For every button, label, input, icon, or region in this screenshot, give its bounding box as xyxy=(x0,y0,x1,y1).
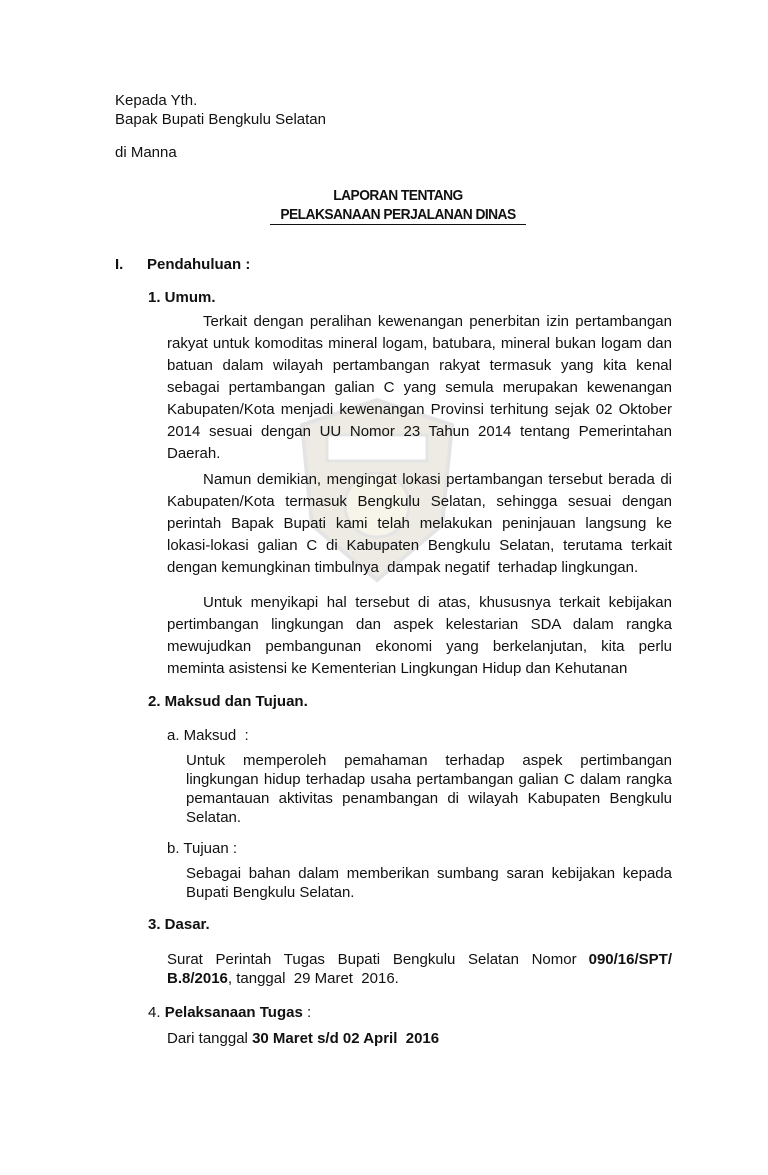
addressee-line-1: Kepada Yth. xyxy=(115,92,198,109)
maksud-label: a. Maksud : xyxy=(167,727,249,744)
pelaksanaan-date-range: 30 Maret s/d 02 April 2016 xyxy=(252,1030,440,1047)
title-line-1: LAPORAN TENTANG xyxy=(333,187,463,204)
title-line-2: PELAKSANAAN PERJALANAN DINAS xyxy=(280,206,516,223)
umum-p1-line: Daerah. xyxy=(167,445,221,462)
umum-p1-line: rakyat untuk komoditas mineral logam, batubara, mineral bukan logam dan xyxy=(167,335,672,352)
umum-p2-line: dengan kemungkinan timbulnya dampak negatif terhadap lingkungan. xyxy=(167,559,639,576)
tujuan-text-line: Sebagai bahan dalam memberikan sumbang saran kebijakan kepada xyxy=(186,865,672,882)
umum-heading: 1. Umum. xyxy=(148,289,216,306)
umum-p3-line: mewujudkan pembangunan ekonomi yang berkelanjutan, kita perlu xyxy=(167,638,672,655)
umum-p1-line: Kabupaten/Kota menjadi kewenangan Provinsi terhitung sejak 02 Oktober xyxy=(167,401,672,418)
dasar-line-1 xyxy=(167,950,672,969)
pelaksanaan-dates xyxy=(167,1030,439,1047)
pelaksanaan-colon: : xyxy=(302,1004,312,1021)
umum-p2-line: lokasi-lokasi galian C di Kabupaten Bengkulu Selatan, terutama terkait xyxy=(167,537,672,554)
umum-p1-line: sebagai pertambangan galian C yang semula merupakan kewenangan xyxy=(167,379,672,396)
umum-p2-line: perintah Bapak Bupati kami telah melakukan peninjauan langsung ke xyxy=(167,515,672,532)
dasar-number-cont: B.8/2016 xyxy=(167,970,228,987)
umum-p1-line: Terkait dengan peralihan kewenangan penerbitan izin pertambangan xyxy=(203,313,672,330)
umum-p3-line: Untuk menyikapi hal tersebut di atas, khususnya terkait kebijakan xyxy=(203,594,672,611)
pelaksanaan-text: Dari tanggal xyxy=(167,1030,253,1047)
dasar-number: 090/16/SPT/ xyxy=(588,951,672,968)
pelaksanaan-heading xyxy=(148,1004,311,1021)
pelaksanaan-title: Pelaksanaan Tugas xyxy=(164,1004,303,1021)
addressee-line-2: Bapak Bupati Bengkulu Selatan xyxy=(115,111,326,128)
title-underline xyxy=(270,224,526,225)
maksud-text-line: pemantauan aktivitas penambangan di wilayah Kabupaten Bengkulu xyxy=(186,790,672,807)
maksud-text-line: Untuk memperoleh pemahaman terhadap aspek pertimbangan xyxy=(186,752,672,769)
tujuan-label: b. Tujuan : xyxy=(167,840,238,857)
dasar-heading: 3. Dasar. xyxy=(148,916,210,933)
section-heading: Pendahuluan : xyxy=(147,256,251,273)
dasar-date: , tanggal 29 Maret 2016. xyxy=(227,970,399,987)
umum-p3-line: pertimbangan lingkungan dan aspek kelestarian SDA dalam rangka xyxy=(167,616,672,633)
umum-p1-line: 2014 sesuai dengan UU Nomor 23 Tahun 2014 tentang Pemerintahan xyxy=(167,423,672,440)
dasar-text: Surat Perintah Tugas Bupati Bengkulu Selatan Nomor xyxy=(167,951,577,968)
maksud-text-line: Selatan. xyxy=(186,809,242,826)
maksud-text-line: lingkungan hidup terhadap usaha pertambangan galian C dalam rangka xyxy=(186,771,672,788)
addressee-line-3: di Manna xyxy=(115,144,177,161)
umum-p3-line: meminta asistensi ke Kementerian Lingkungan Hidup dan Kehutanan xyxy=(167,660,628,677)
dasar-line-2 xyxy=(167,969,399,988)
maksud-tujuan-heading: 2. Maksud dan Tujuan. xyxy=(148,693,308,710)
umum-p2-line: Kabupaten/Kota termasuk Bengkulu Selatan, sehingga sesuai dengan xyxy=(167,493,672,510)
section-number: I. xyxy=(115,256,124,273)
pelaksanaan-number: 4. xyxy=(148,1004,165,1021)
umum-p1-line: batuan dalam wilayah pertambangan rakyat termasuk yang kita kenal xyxy=(167,357,672,374)
umum-p2-line: Namun demikian, mengingat lokasi pertambangan tersebut berada di xyxy=(203,471,672,488)
tujuan-text-line: Bupati Bengkulu Selatan. xyxy=(186,884,355,901)
